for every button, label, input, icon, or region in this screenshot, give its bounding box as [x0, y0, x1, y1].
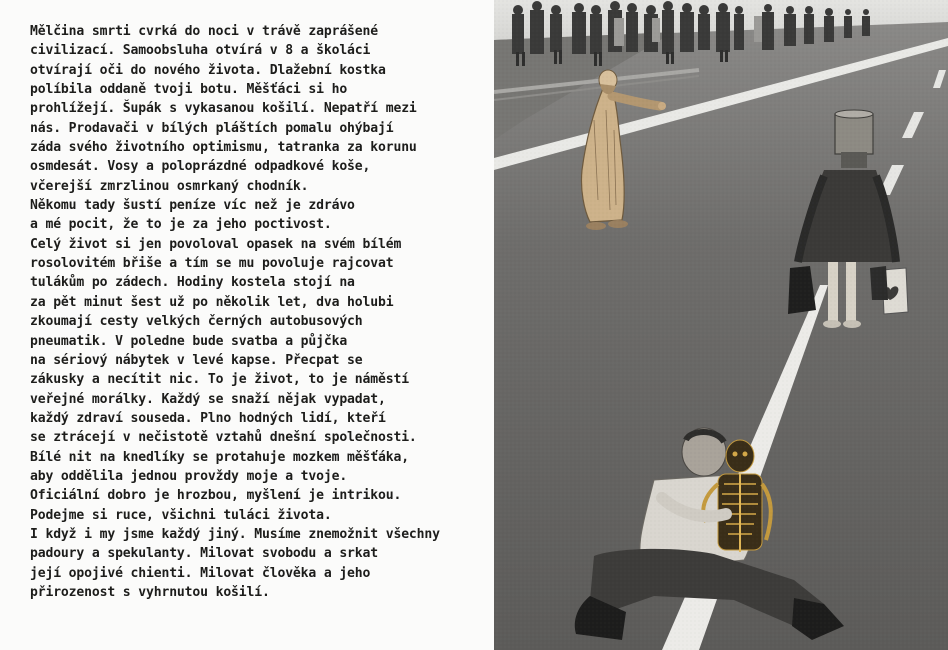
poem-line: nás. Prodavači v bílých pláštích pomalu ohýbají	[30, 120, 394, 136]
collage-illustration	[494, 0, 948, 650]
poem-line: rosolovitém břiše a tím se mu povoluje rajcovat	[30, 256, 394, 272]
poem-line: včerejší zmrzlinou osmrkaný chodník.	[30, 178, 309, 194]
poem-line: políbila oddaně tvoji botu. Měšťáci si ho	[30, 82, 348, 98]
poem-line: každý zdraví souseda. Plno hodných lidí, kteří	[30, 410, 386, 426]
poem-line: pneumatik. V poledne bude svatba a půjčka	[30, 333, 348, 349]
poem-line: za pět minut šest už po několik let, dva holubi	[30, 294, 394, 310]
poem-line: a mé pocit, že to je za jeho poctivost.	[30, 217, 332, 233]
poem-line: osmdesát. Vosy a poloprázdné odpadkové koše,	[30, 159, 371, 175]
poem-line: prohlížejí. Šupák s vykasanou košilí. Nepatří mezi	[30, 101, 417, 117]
poem-line: Bílé nit na knedlíky se protahuje mozkem měšťáka,	[30, 449, 409, 465]
poem-line: tulákům po zádech. Hodiny kostela stojí na	[30, 275, 355, 291]
poem-line: otvírají oči do nového života. Dlažební kostka	[30, 62, 386, 78]
poem-line: veřejné morálky. Každý se snaží nějak vypadat,	[30, 391, 386, 407]
poem-line: Celý život si jen povoloval opasek na svém bílém	[30, 236, 402, 252]
poem-line: civilizací. Samoobsluha otvírá v 8 a školáci	[30, 43, 371, 59]
poem-line: zkoumají cesty velkých černých autobusových	[30, 314, 363, 330]
photo-collage-page	[494, 0, 948, 650]
poem-line: Podejme si ruce, všichni tuláci života.	[30, 507, 332, 523]
poem-line: Někomu tady šustí peníze víc než je zdrávo	[30, 198, 355, 214]
poem-line: padoury a spekulanty. Milovat svobodu a srkat	[30, 546, 378, 562]
poem-line: Oficiální dobro je hrozbou, myšlení je intrikou.	[30, 488, 402, 504]
poem-line: zákusky a necítit nic. To je život, to je náměstí	[30, 372, 409, 388]
poem-line: na sériový nábytek v levé kapse. Přecpat se	[30, 352, 363, 368]
poem-line: se ztrácejí v nečistotě vztahů dnešní společnosti.	[30, 430, 417, 446]
poem-line: její opojivé chienti. Milovat člověka a jeho	[30, 565, 371, 581]
poem-line: I když i my jsme každý jiný. Musíme znemožnit všechny	[30, 526, 440, 542]
poem-line: přirozenost s vyhrnutou košilí.	[30, 584, 270, 600]
poem-line: záda svého životního optimismu, tatranka za korunu	[30, 140, 417, 156]
poem-line: aby oddělila jednou provždy moje a tvoje.	[30, 468, 348, 484]
poem-line: Mělčina smrti cvrká do noci v trávě zaprášené	[30, 24, 378, 39]
poem-text	[30, 22, 482, 602]
